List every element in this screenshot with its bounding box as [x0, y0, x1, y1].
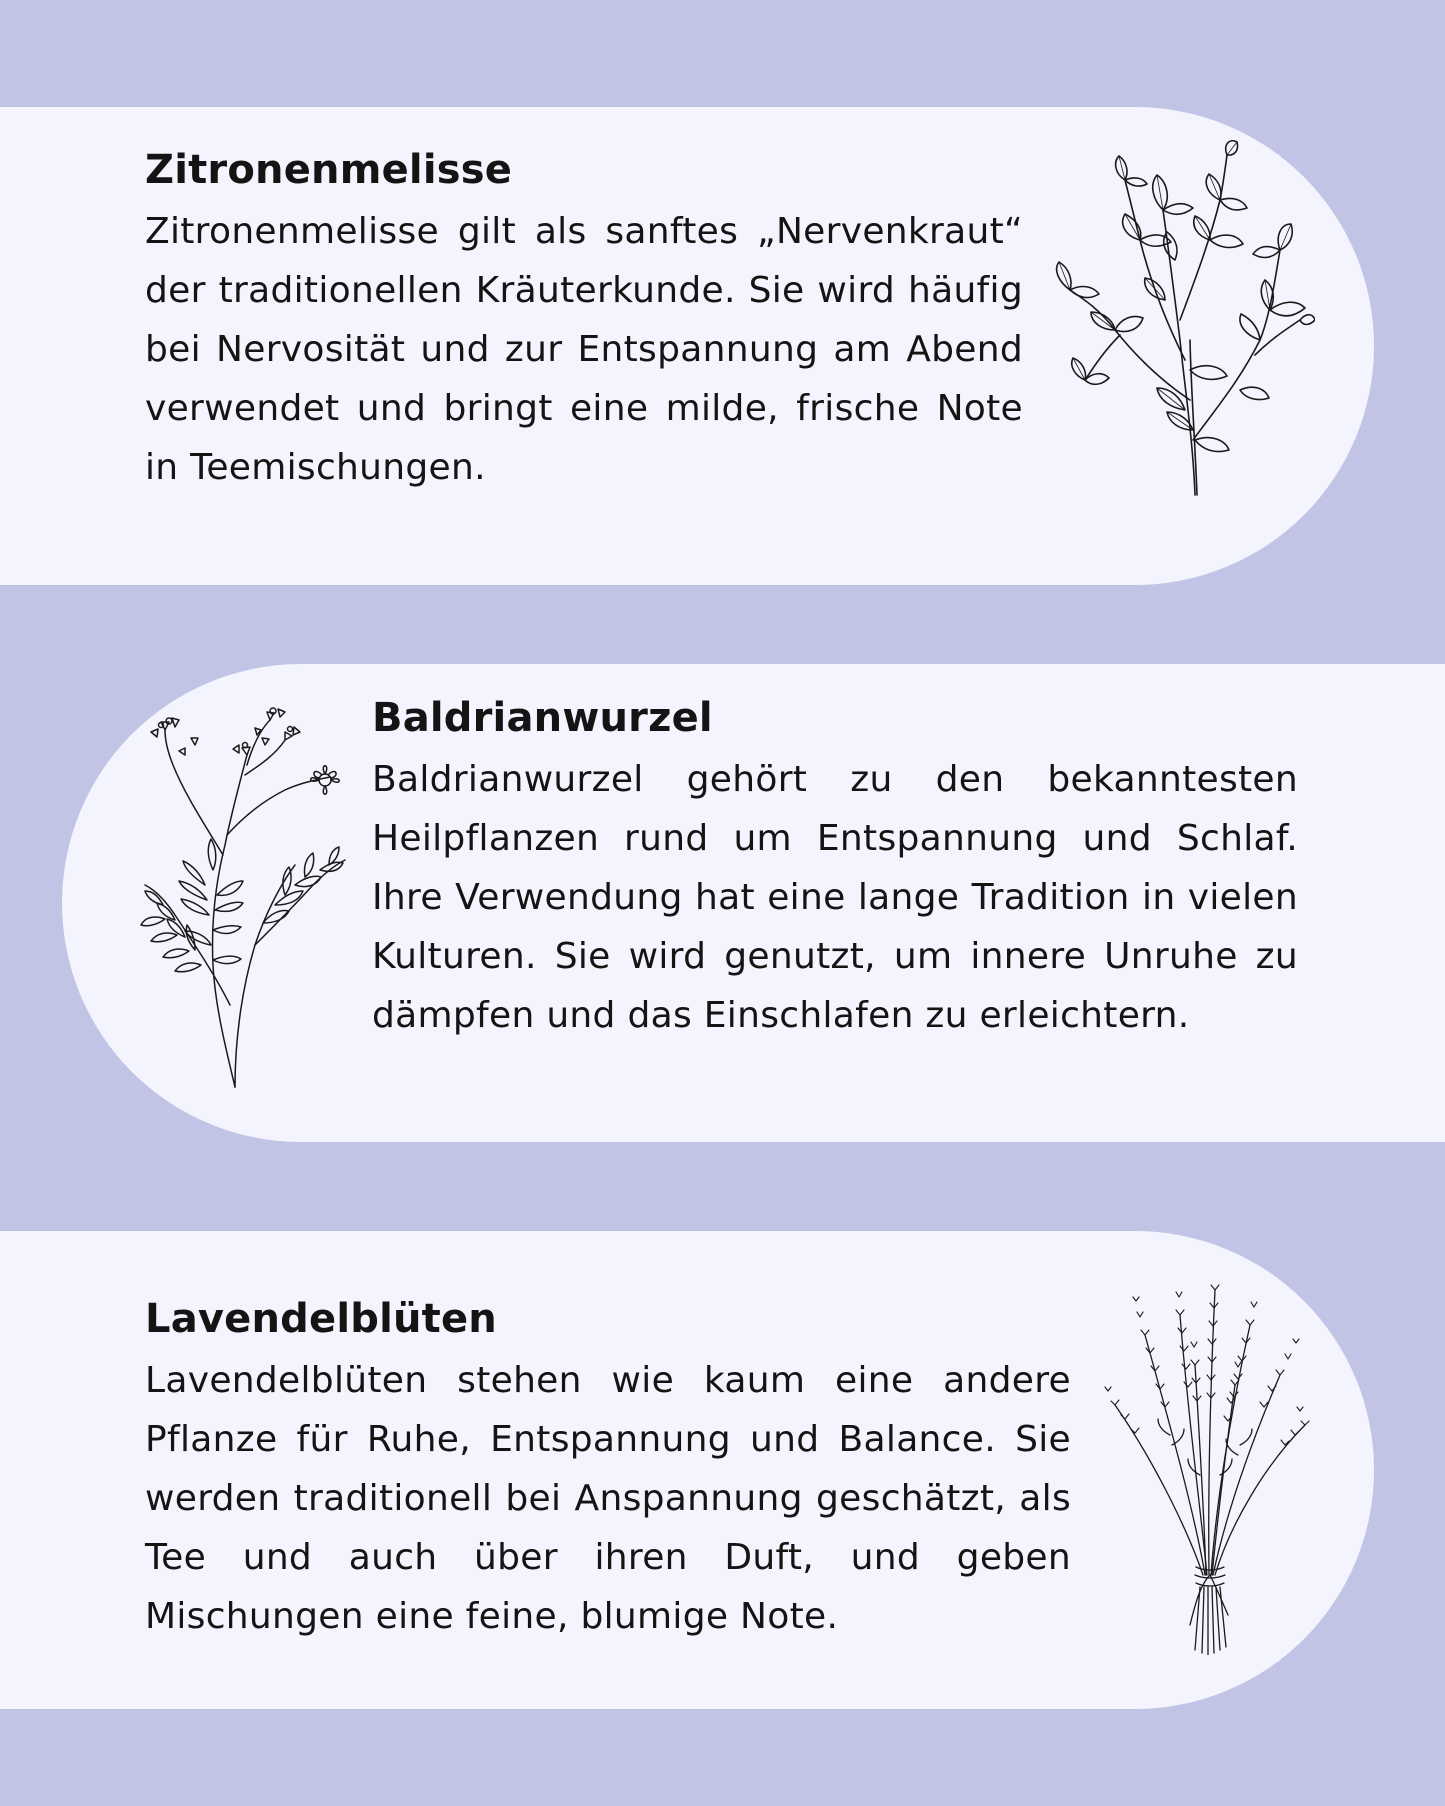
- card-text-baldrianwurzel: [372, 692, 1298, 1045]
- card-text-lavendelblueten: [145, 1293, 1071, 1646]
- lavender-bouquet-icon: [1100, 1275, 1310, 1655]
- card-text-zitronenmelisse: [145, 144, 1023, 497]
- valerian-plant-icon: [135, 705, 355, 1095]
- lemon-balm-sprig-icon: [1045, 140, 1315, 510]
- card-body: Baldrianwurzel gehört zu den bekanntesten Heilpflanzen rund um Entspannung und Schlaf. Ihre Verwendung hat eine lange Tradition in vielen Kulturen. Sie wird genutzt, um innere Unruhe zu dämpfen und das Einschlafen zu erleichtern.: [372, 759, 1298, 1036]
- card-body: Lavendelblüten stehen wie kaum eine andere Pflanze für Ruhe, Entspannung und Balance. Sie werden traditionell bei Anspannung geschätzt, als Tee und auch über ihren Duft, und geben Mischungen eine feine, blumige Note.: [145, 1360, 1071, 1637]
- card-title: Zitronenmelisse: [145, 147, 513, 193]
- card-title: Lavendelblüten: [145, 1296, 497, 1342]
- card-body: Zitronenmelisse gilt als sanftes „Nervenkraut“ der traditionellen Kräuterkunde. Sie wird häufig bei Nervosität und zur Entspannung am Abend verwendet und bringt eine milde, frische Note in Teemischungen.: [145, 211, 1023, 488]
- card-title: Baldrianwurzel: [372, 695, 713, 741]
